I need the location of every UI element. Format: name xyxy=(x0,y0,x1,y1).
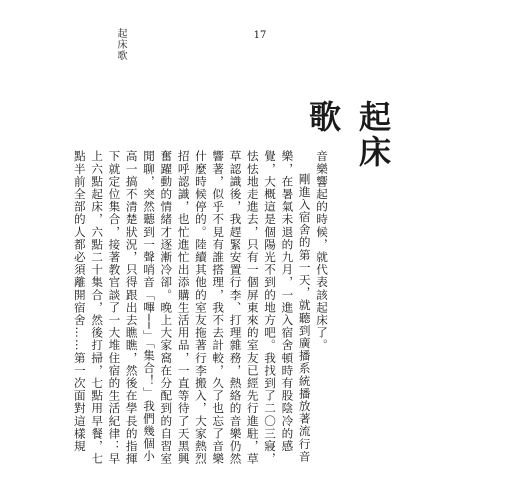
body-text xyxy=(72,150,330,468)
page-number: 17 xyxy=(253,30,267,41)
paragraph: 音樂響起的時候，就代表該起床了。 xyxy=(315,150,329,352)
paragraph: 剛進入宿舍的第一天，就聽到廣播系統播放著流行音樂，在暑氣未退的九月，一進入宿舍頓時有股陰冷的感覺，大概這是個陽光不到的地方吧。我找到了二〇三寢，怯怯地走進去，只有一個屏東來的室友已經先行進駐，草草認識後，我趕緊安置行李、打理雜務，熱絡的音樂仍然響著，似乎不見有誰搭理，我不去計較，久了也忘了音樂什麼時候停的。陸續其他的室友拖著行李搬入，大家熱烈招呼認識，也忙進忙出添購生活用品，一直等待了天黑興奮躍動的情緒才逐漸冷卻。晚上大家窩在分配到的自習室閒聊，突然聽到一聲哨音「嗶──」「集合！」我們幾個小高一搞不清楚狀況，只得跟出去瞧瞧，然後在學長的指揮下就定位集合，接著教官談了一大堆住宿的生活紀律：早上六點起床，六點二十集合，然後打掃，七點用早餐，七點半前全部的人都必須離開宿舍……第一次面對這樣規 xyxy=(72,150,312,465)
chapter-title: 起床歌 xyxy=(304,100,392,170)
running-head: 起床歌 xyxy=(115,28,126,61)
